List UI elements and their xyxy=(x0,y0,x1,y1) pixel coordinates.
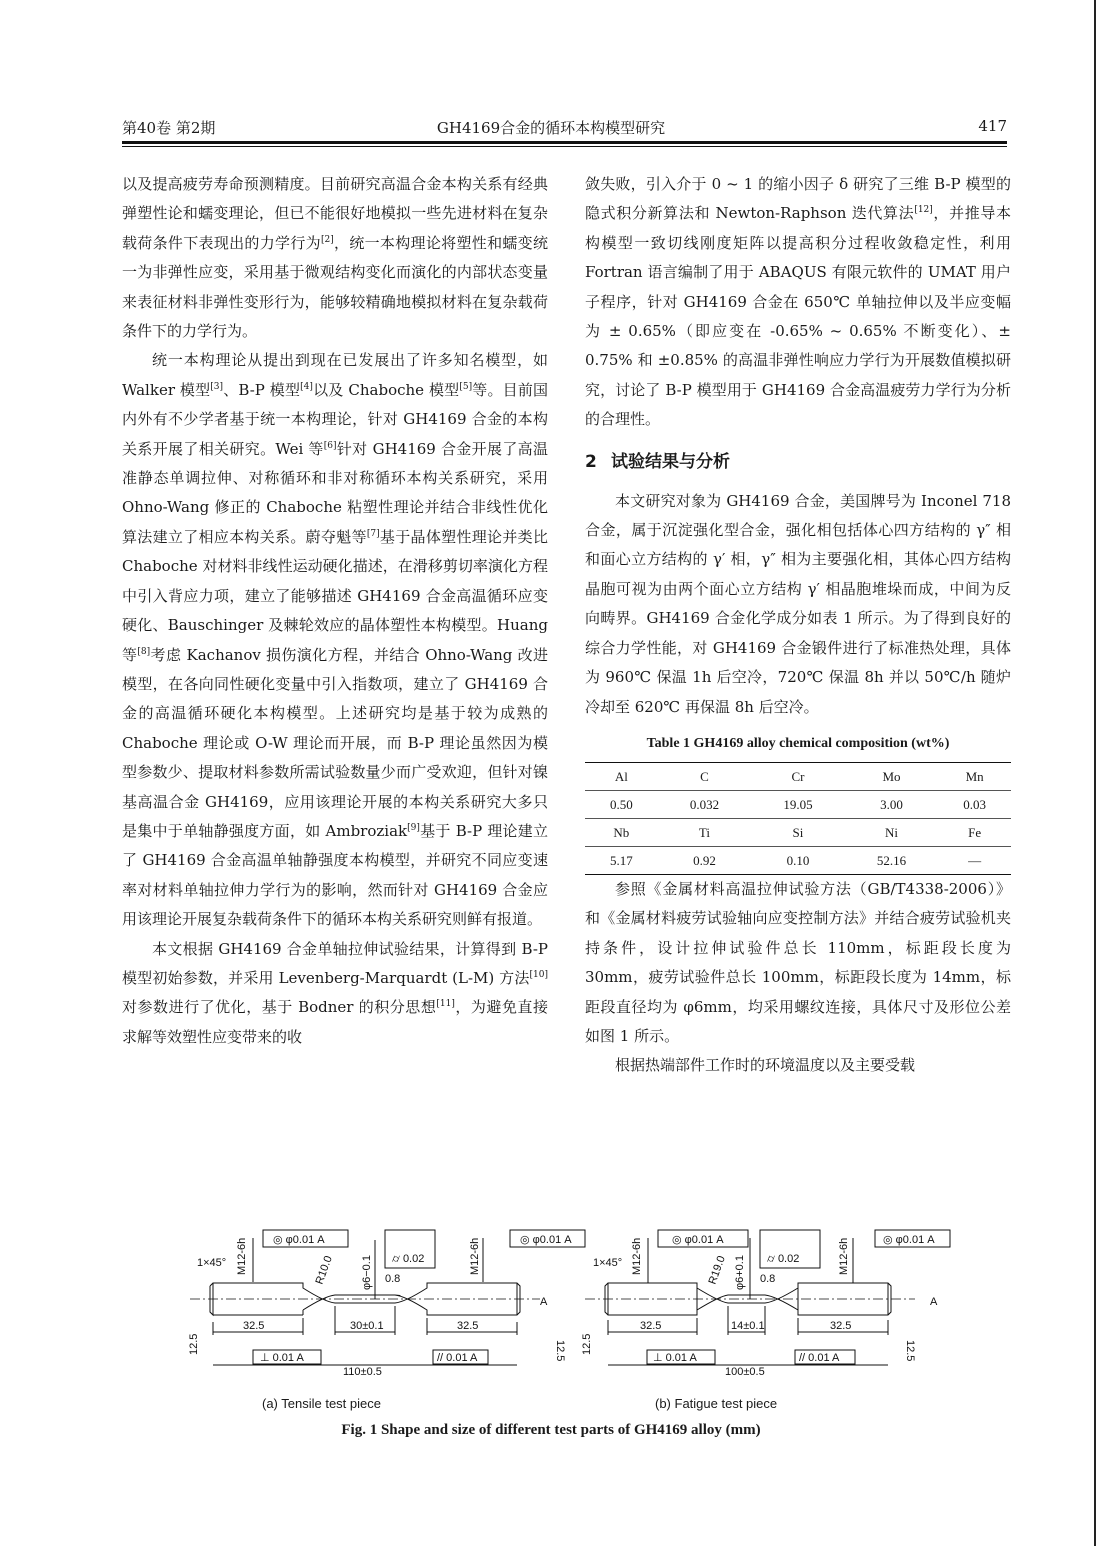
roughness-end-b: 12.5 xyxy=(581,1333,593,1355)
left-paragraph-1: 以及提高疲劳寿命预测精度。目前研究高温合金本构关系有经典弹塑性论和蠕变理论，但已不能很好地模拟一些先进材料在复杂载荷条件下表现出的力学行为[2]，统一本构理论将塑性和蠕变统一为非弹性应变，采用基于微观结构变化而演化的内部状态变量来表征材料非弹性变形行为，能够较精确地模拟材料在复杂载荷条件下的力学行为。 xyxy=(122,175,548,341)
gauge-length-b: 14±0.1 xyxy=(731,1320,765,1332)
gauge-length-a: 30±0.1 xyxy=(350,1320,384,1332)
grip-length-a-right: 32.5 xyxy=(457,1320,479,1332)
flatness-a: ⌭ 0.02 xyxy=(392,1253,425,1265)
table-caption: Table 1 GH4169 alloy chemical composition (wt%) xyxy=(646,735,950,751)
running-header-title: GH4169合金的循环本构模型研究 xyxy=(436,119,666,137)
roughness-end-b2: 12.5 xyxy=(904,1340,916,1362)
total-length-a: 110±0.5 xyxy=(343,1366,382,1378)
thread-a-left: M12-6h xyxy=(236,1237,248,1275)
tensile-piece xyxy=(190,1230,585,1365)
roughness-a: 0.8 xyxy=(385,1273,401,1285)
table-row: 0.50 0.032 19.05 3.00 0.03 xyxy=(585,790,1011,818)
runout-tolerance-a2: ◎ φ0.01 A xyxy=(520,1234,572,1246)
grip-length-b-left: 32.5 xyxy=(640,1320,662,1332)
left-paragraph-2: 统一本构理论从提出到现在已发展出了许多知名模型，如 Walker 模型[3]、B-P 模型[4]以及 Chaboche 模型[5]等。目前国内外有不少学者基于统一本构理论，针对 GH4169 合金的本构关系开展了相关研究。Wei 等[6]针对 GH4169 合金开展了高温准静态单调拉伸、对称循环和非对称循环本构关系研究，采用 Ohno-Wang 修正的 Chaboche 粘塑性理论并结合非线性优化算法建立了相应本构关系。蔚夺魁等[7]基于晶体塑性理论并类比 Chaboche 对材料非线性运动硬化描述，在滑移剪切率演化方程中引入背应力项，建立了能够描述 GH4169 合金高温循环应变硬化、Bauschinger 及棘轮效应的晶体塑性本构模型。Huang 等[8]考虑 Kachanov 损伤演化方程，并结合 Ohno-Wang 改进模型，在各向同性硬化变量中引入指数项，建立了 GH4169 合金的高温循环硬化本构模型。上述研究均是基于较为成熟的 Chaboche 理论或 O-W 理论而开展，而 B-P 理论虽然因为模型参数少、提取材料参数所需试验数量少而广受欢迎，但针对镍基高温合金 GH4169，应用该理论开展的本构关系研究大多只是集中于单轴静强度方面，如 Ambroziak[9]基于 B-P 理论建立了 GH4169 合金高温单轴静强度本构模型，并研究不同应变速率对材料单轴拉伸力学行为的影响，然而针对 GH4169 合金应用该理论开展复杂载荷条件下的循环本构关系研究则鲜有报道。 xyxy=(122,351,549,929)
left-paragraph-3: 本文根据 GH4169 合金单轴拉伸试验结果，计算得到 B-P 模型初始参数，并采用 Levenberg-Marquardt (L-M) 方法[10]对参数进行了优化，基于 Bodner 的积分思想[11]，为避免直接求解等效塑性应变带来的收 xyxy=(122,939,548,1046)
radius-b: R19.0 xyxy=(706,1254,728,1287)
figure-caption: Fig. 1 Shape and size of different test parts of GH4169 alloy (mm) xyxy=(341,1422,761,1438)
datum-b: A xyxy=(930,1296,938,1308)
total-length-b: 100±0.5 xyxy=(725,1366,765,1378)
running-header-volume: 第40卷 第2期 xyxy=(122,119,216,137)
datum-a: A xyxy=(540,1296,548,1308)
runout-tolerance-b2: ◎ φ0.01 A xyxy=(883,1234,935,1246)
parallelism-b: // 0.01 A xyxy=(799,1352,840,1364)
page-number: 417 xyxy=(978,117,1007,135)
radius-a: R10.0 xyxy=(313,1254,335,1287)
right-paragraph-1: 敛失败，引入介于 0 ~ 1 的缩小因子 δ 研究了三维 B-P 模型的隐式积分新算法和 Newton-Raphson 迭代算法[12]，并推导本构模型一致切线刚度矩阵以提高积分过程收敛稳定性，利用 Fortran 语言编制了用于 ABAQUS 有限元软件的 UMAT 用户子程序，针对 GH4169 合金在 650℃ 单轴拉伸以及半应变幅为 ± 0.65%（即应变在 -0.65% ~ 0.65% 不断变化）、± 0.75% 和 ±0.85% 的高温非弹性响应力学行为开展数值模拟研究，讨论了 B-P 模型用于 GH4169 合金高温疲劳力学行为分析的合理性。 xyxy=(585,175,1011,429)
right-column xyxy=(585,170,1011,1081)
left-column xyxy=(122,170,548,1052)
roughness-end-a: 12.5 xyxy=(188,1333,200,1355)
perpendicularity-b: ⊥ 0.01 A xyxy=(653,1352,697,1364)
thread-b-right: M12-6h xyxy=(838,1237,850,1275)
thread-b-left: M12-6h xyxy=(631,1237,643,1275)
runout-tolerance-a: ◎ φ0.01 A xyxy=(273,1234,325,1246)
header-rule-thin xyxy=(122,146,1007,147)
perpendicularity-a: ⊥ 0.01 A xyxy=(260,1352,304,1364)
roughness-end-a2: 12.5 xyxy=(554,1340,566,1362)
header-rule xyxy=(122,141,1007,144)
diameter-b: φ6+0.1 xyxy=(734,1255,746,1290)
right-paragraph-3: 参照《金属材料高温拉伸试验方法（GB/T4338-2006）》和《金属材料疲劳试验轴向应变控制方法》并结合疲劳试验机夹持条件，设计拉伸试验件总长 110mm，标距段长度为 30mm，疲劳试验件总长 100mm，标距段长度为 14mm，标距段直径均为 φ6mm，均采用螺纹连接，具体尺寸及形位公差如图 1 所示。 xyxy=(585,879,1011,1045)
table-row: 5.17 0.92 0.10 52.16 — xyxy=(585,846,1011,874)
chamfer-b: 1×45° xyxy=(593,1257,623,1269)
page-edge xyxy=(1094,0,1096,1546)
flatness-b: ⌭ 0.02 xyxy=(767,1253,800,1265)
grip-length-a-left: 32.5 xyxy=(243,1320,265,1332)
figure-subcaption-a: (a) Tensile test piece xyxy=(262,1396,381,1411)
thread-a-right: M12-6h xyxy=(469,1237,481,1275)
table-row: Nb Ti Si Ni Fe xyxy=(585,818,1011,846)
section-heading: 2 试验结果与分析 xyxy=(585,451,730,472)
runout-tolerance-b: ◎ φ0.01 A xyxy=(672,1234,724,1246)
chamfer-a: 1×45° xyxy=(197,1257,227,1269)
composition-table xyxy=(585,762,1011,875)
parallelism-a: // 0.01 A xyxy=(437,1352,478,1364)
diameter-a: φ6−0.1 xyxy=(361,1255,373,1290)
right-paragraph-2: 本文研究对象为 GH4169 合金，美国牌号为 Inconel 718 合金，属于沉淀强化型合金，强化相包括体心四方结构的 γ″ 相和面心立方结构的 γ′ 相，γ″ 相为主要强化相，其体心四方结构晶胞可视为由两个面心立方结构 γ′ 相晶胞堆垛而成，中间为反向畴界。GH4169 合金化学成分如表 1 所示。为了得到良好的综合力学性能，对 GH4169 合金锻件进行了标准热处理，具体为 960℃ 保温 1h 后空冷，720℃ 保温 8h 并以 50℃/h 随炉冷却至 620℃ 再保温 8h 后空冷。 xyxy=(585,491,1011,716)
figure-subcaption-b: (b) Fatigue test piece xyxy=(655,1396,778,1411)
grip-length-b-right: 32.5 xyxy=(830,1320,852,1332)
table-row: Al C Cr Mo Mn xyxy=(585,762,1011,790)
right-paragraph-4: 根据热端部件工作时的环境温度以及主要受载 xyxy=(615,1056,916,1075)
test-piece-drawing xyxy=(185,1210,955,1420)
roughness-b: 0.8 xyxy=(760,1273,776,1285)
